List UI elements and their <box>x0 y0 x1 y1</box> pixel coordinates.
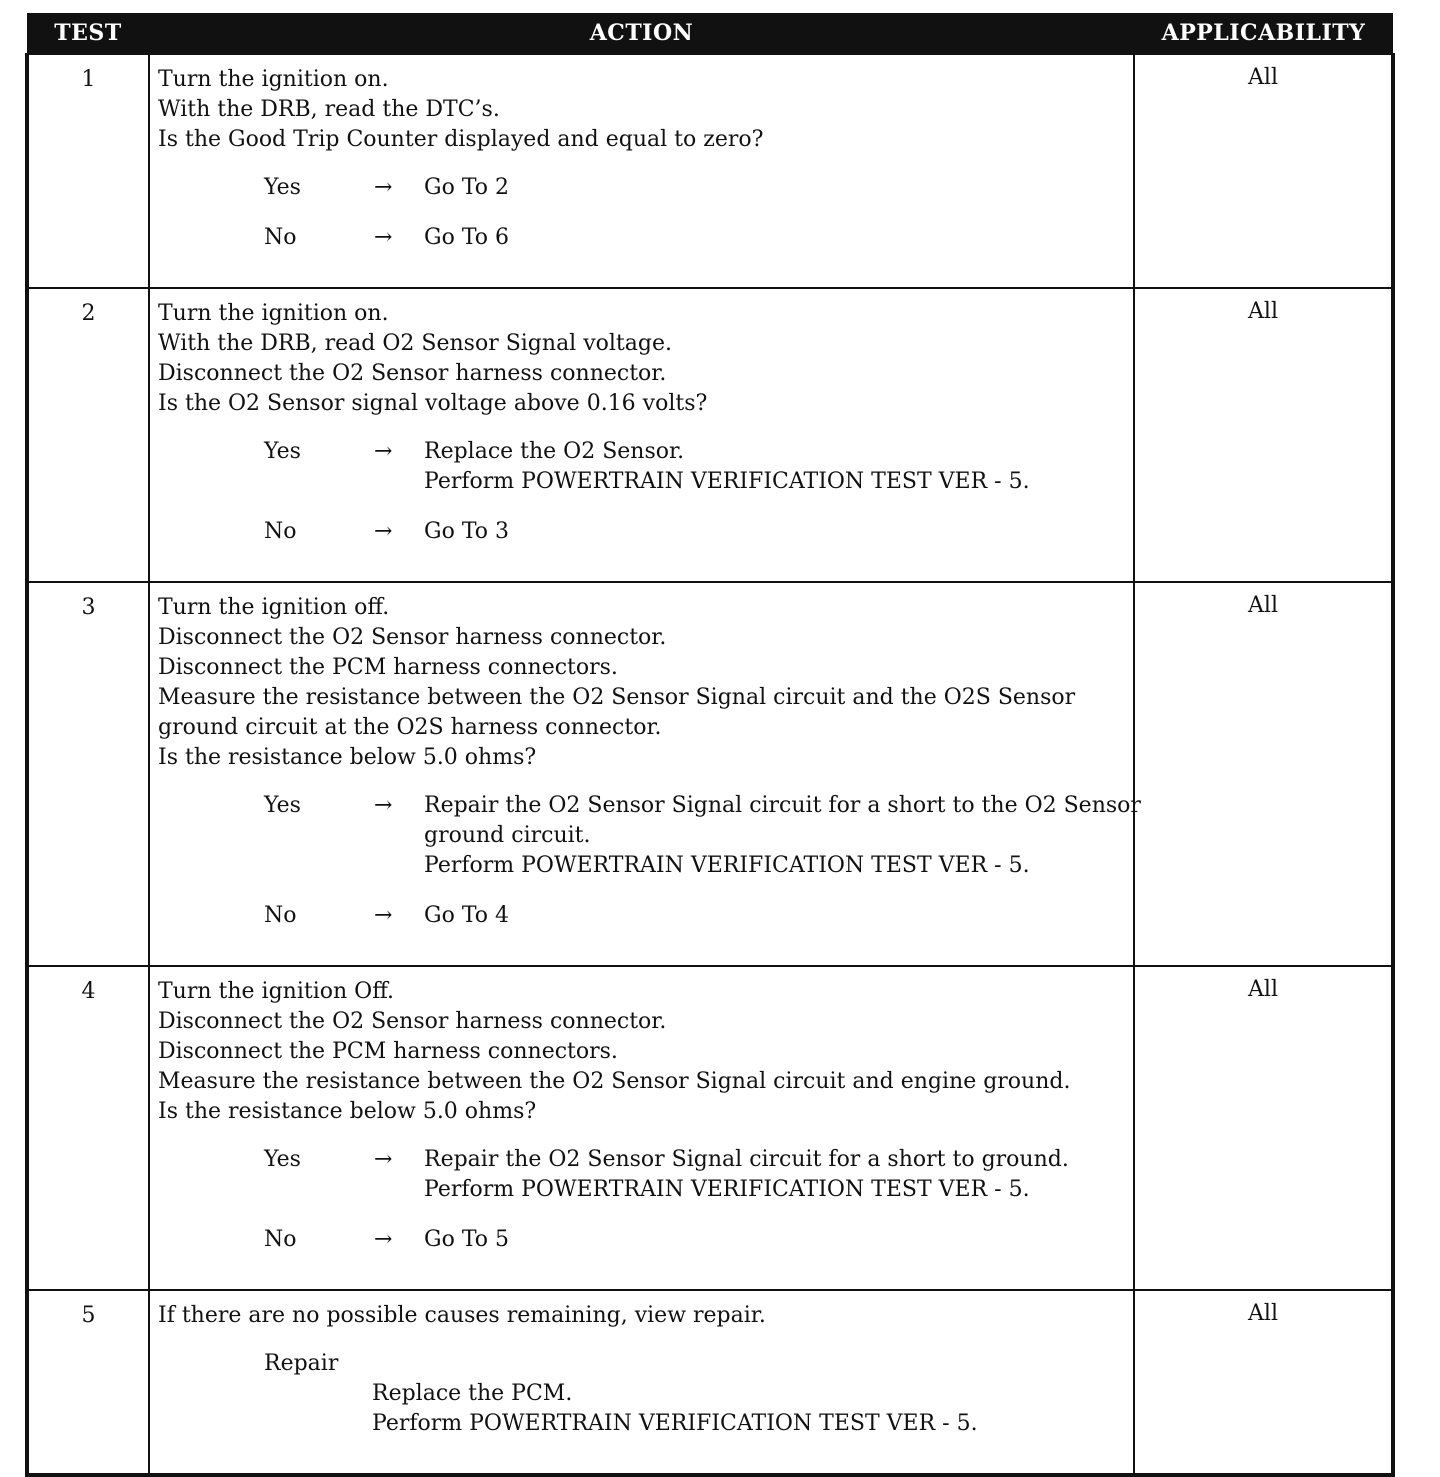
right-arrow-icon: → <box>374 519 393 544</box>
applicability-value: All <box>1134 1290 1393 1475</box>
header-action: ACTION <box>149 13 1134 54</box>
answer-yes <box>264 437 1127 497</box>
repair-label: Repair <box>264 1351 339 1376</box>
answer-result <box>424 517 1127 547</box>
answer-no <box>264 1225 1127 1255</box>
step-text: With the DRB, read O2 Sensor Signal voltage. <box>158 331 672 356</box>
result-line: Go To 4 <box>424 903 510 928</box>
answer-list <box>158 791 1141 931</box>
step-text: Is the O2 Sensor signal voltage above 0.16 volts? <box>158 391 708 416</box>
repair-line: Replace the PCM. <box>372 1381 573 1406</box>
answer-yes <box>264 791 1141 881</box>
test-number: 1 <box>27 54 149 288</box>
action-cell <box>149 966 1134 1290</box>
step-text: Turn the ignition Off. <box>158 979 395 1004</box>
answer-label: Yes <box>264 439 301 464</box>
table-body <box>27 54 1393 1475</box>
answer-result <box>424 223 1127 253</box>
test-number: 4 <box>27 966 149 1290</box>
result-line: Go To 3 <box>424 519 510 544</box>
right-arrow-icon: → <box>374 439 393 464</box>
answer-label: No <box>264 519 297 544</box>
step-text: If there are no possible causes remaining, view repair. <box>158 1303 766 1328</box>
repair-line: Perform POWERTRAIN VERIFICATION TEST VER - 5. <box>372 1411 978 1436</box>
action-cell <box>149 288 1134 582</box>
step-text: Disconnect the O2 Sensor harness connector. <box>158 361 667 386</box>
step-text: Disconnect the PCM harness connectors. <box>158 1039 618 1064</box>
table-row <box>27 54 1393 288</box>
step-text: Turn the ignition on. <box>158 301 389 326</box>
action-cell <box>149 54 1134 288</box>
result-line: Perform POWERTRAIN VERIFICATION TEST VER - 5. <box>424 1177 1030 1202</box>
result-line: Perform POWERTRAIN VERIFICATION TEST VER - 5. <box>424 469 1030 494</box>
answer-list <box>158 1145 1127 1255</box>
table-row <box>27 288 1393 582</box>
step-text: Is the Good Trip Counter displayed and equal to zero? <box>158 127 764 152</box>
answer-result <box>424 791 1141 881</box>
step-text: Measure the resistance between the O2 Sensor Signal circuit and engine ground. <box>158 1069 1071 1094</box>
answer-result <box>424 901 1127 931</box>
result-line: Repair the O2 Sensor Signal circuit for a short to ground. <box>424 1147 1069 1172</box>
step-text: Measure the resistance between the O2 Sensor Signal circuit and the O2S Sensor <box>158 685 1076 710</box>
applicability-value: All <box>1134 966 1393 1290</box>
right-arrow-icon: → <box>374 225 393 250</box>
result-line: Perform POWERTRAIN VERIFICATION TEST VER - 5. <box>424 853 1030 878</box>
test-number: 2 <box>27 288 149 582</box>
repair-block <box>264 1349 1127 1439</box>
answer-label: No <box>264 1227 297 1252</box>
result-line: Go To 6 <box>424 225 510 250</box>
answer-label: Yes <box>264 1147 301 1172</box>
step-text: Disconnect the O2 Sensor harness connector. <box>158 1009 667 1034</box>
answer-result <box>424 437 1127 497</box>
step-text: Turn the ignition on. <box>158 67 389 92</box>
result-line: Replace the O2 Sensor. <box>424 439 685 464</box>
step-text: Disconnect the PCM harness connectors. <box>158 655 618 680</box>
table-row <box>27 582 1393 966</box>
answer-label: Yes <box>264 793 301 818</box>
step-text: ground circuit at the O2S harness connector. <box>158 715 662 740</box>
step-text: Is the resistance below 5.0 ohms? <box>158 745 537 770</box>
answer-result <box>424 1225 1127 1255</box>
action-cell <box>149 582 1141 966</box>
table-row <box>27 1290 1393 1475</box>
step-text: With the DRB, read the DTC’s. <box>158 97 500 122</box>
answer-list <box>158 437 1127 547</box>
answer-no <box>264 517 1127 547</box>
result-line: Go To 2 <box>424 175 510 200</box>
action-cell <box>149 1290 1134 1475</box>
header-test: TEST <box>27 13 149 54</box>
answer-result <box>424 1145 1127 1205</box>
applicability-value: All <box>1134 288 1393 582</box>
answer-label: No <box>264 903 297 928</box>
right-arrow-icon: → <box>374 903 393 928</box>
diagnostic-test-table <box>25 13 1395 1477</box>
right-arrow-icon: → <box>374 1147 393 1172</box>
right-arrow-icon: → <box>374 175 393 200</box>
step-text: Disconnect the O2 Sensor harness connector. <box>158 625 667 650</box>
result-line: Go To 5 <box>424 1227 510 1252</box>
repair-instructions <box>372 1379 1127 1439</box>
result-line: ground circuit. <box>424 823 591 848</box>
answer-yes <box>264 173 1127 203</box>
table-row <box>27 966 1393 1290</box>
step-text: Turn the ignition off. <box>158 595 390 620</box>
result-line: Repair the O2 Sensor Signal circuit for a short to the O2 Sensor <box>424 793 1141 818</box>
applicability-value: All <box>1134 54 1393 288</box>
applicability-value: All <box>1134 582 1393 966</box>
answer-list <box>158 173 1127 253</box>
answer-no <box>264 901 1127 931</box>
header-applicability: APPLICABILITY <box>1134 13 1393 54</box>
answer-yes <box>264 1145 1127 1205</box>
step-text: Is the resistance below 5.0 ohms? <box>158 1099 537 1124</box>
test-number: 3 <box>27 582 149 966</box>
right-arrow-icon: → <box>374 793 393 818</box>
header-row <box>27 13 1393 54</box>
test-number: 5 <box>27 1290 149 1475</box>
table-header <box>27 13 1393 54</box>
answer-result <box>424 173 1127 203</box>
answer-label: No <box>264 225 297 250</box>
right-arrow-icon: → <box>374 1227 393 1252</box>
answer-no <box>264 223 1127 253</box>
answer-label: Yes <box>264 175 301 200</box>
